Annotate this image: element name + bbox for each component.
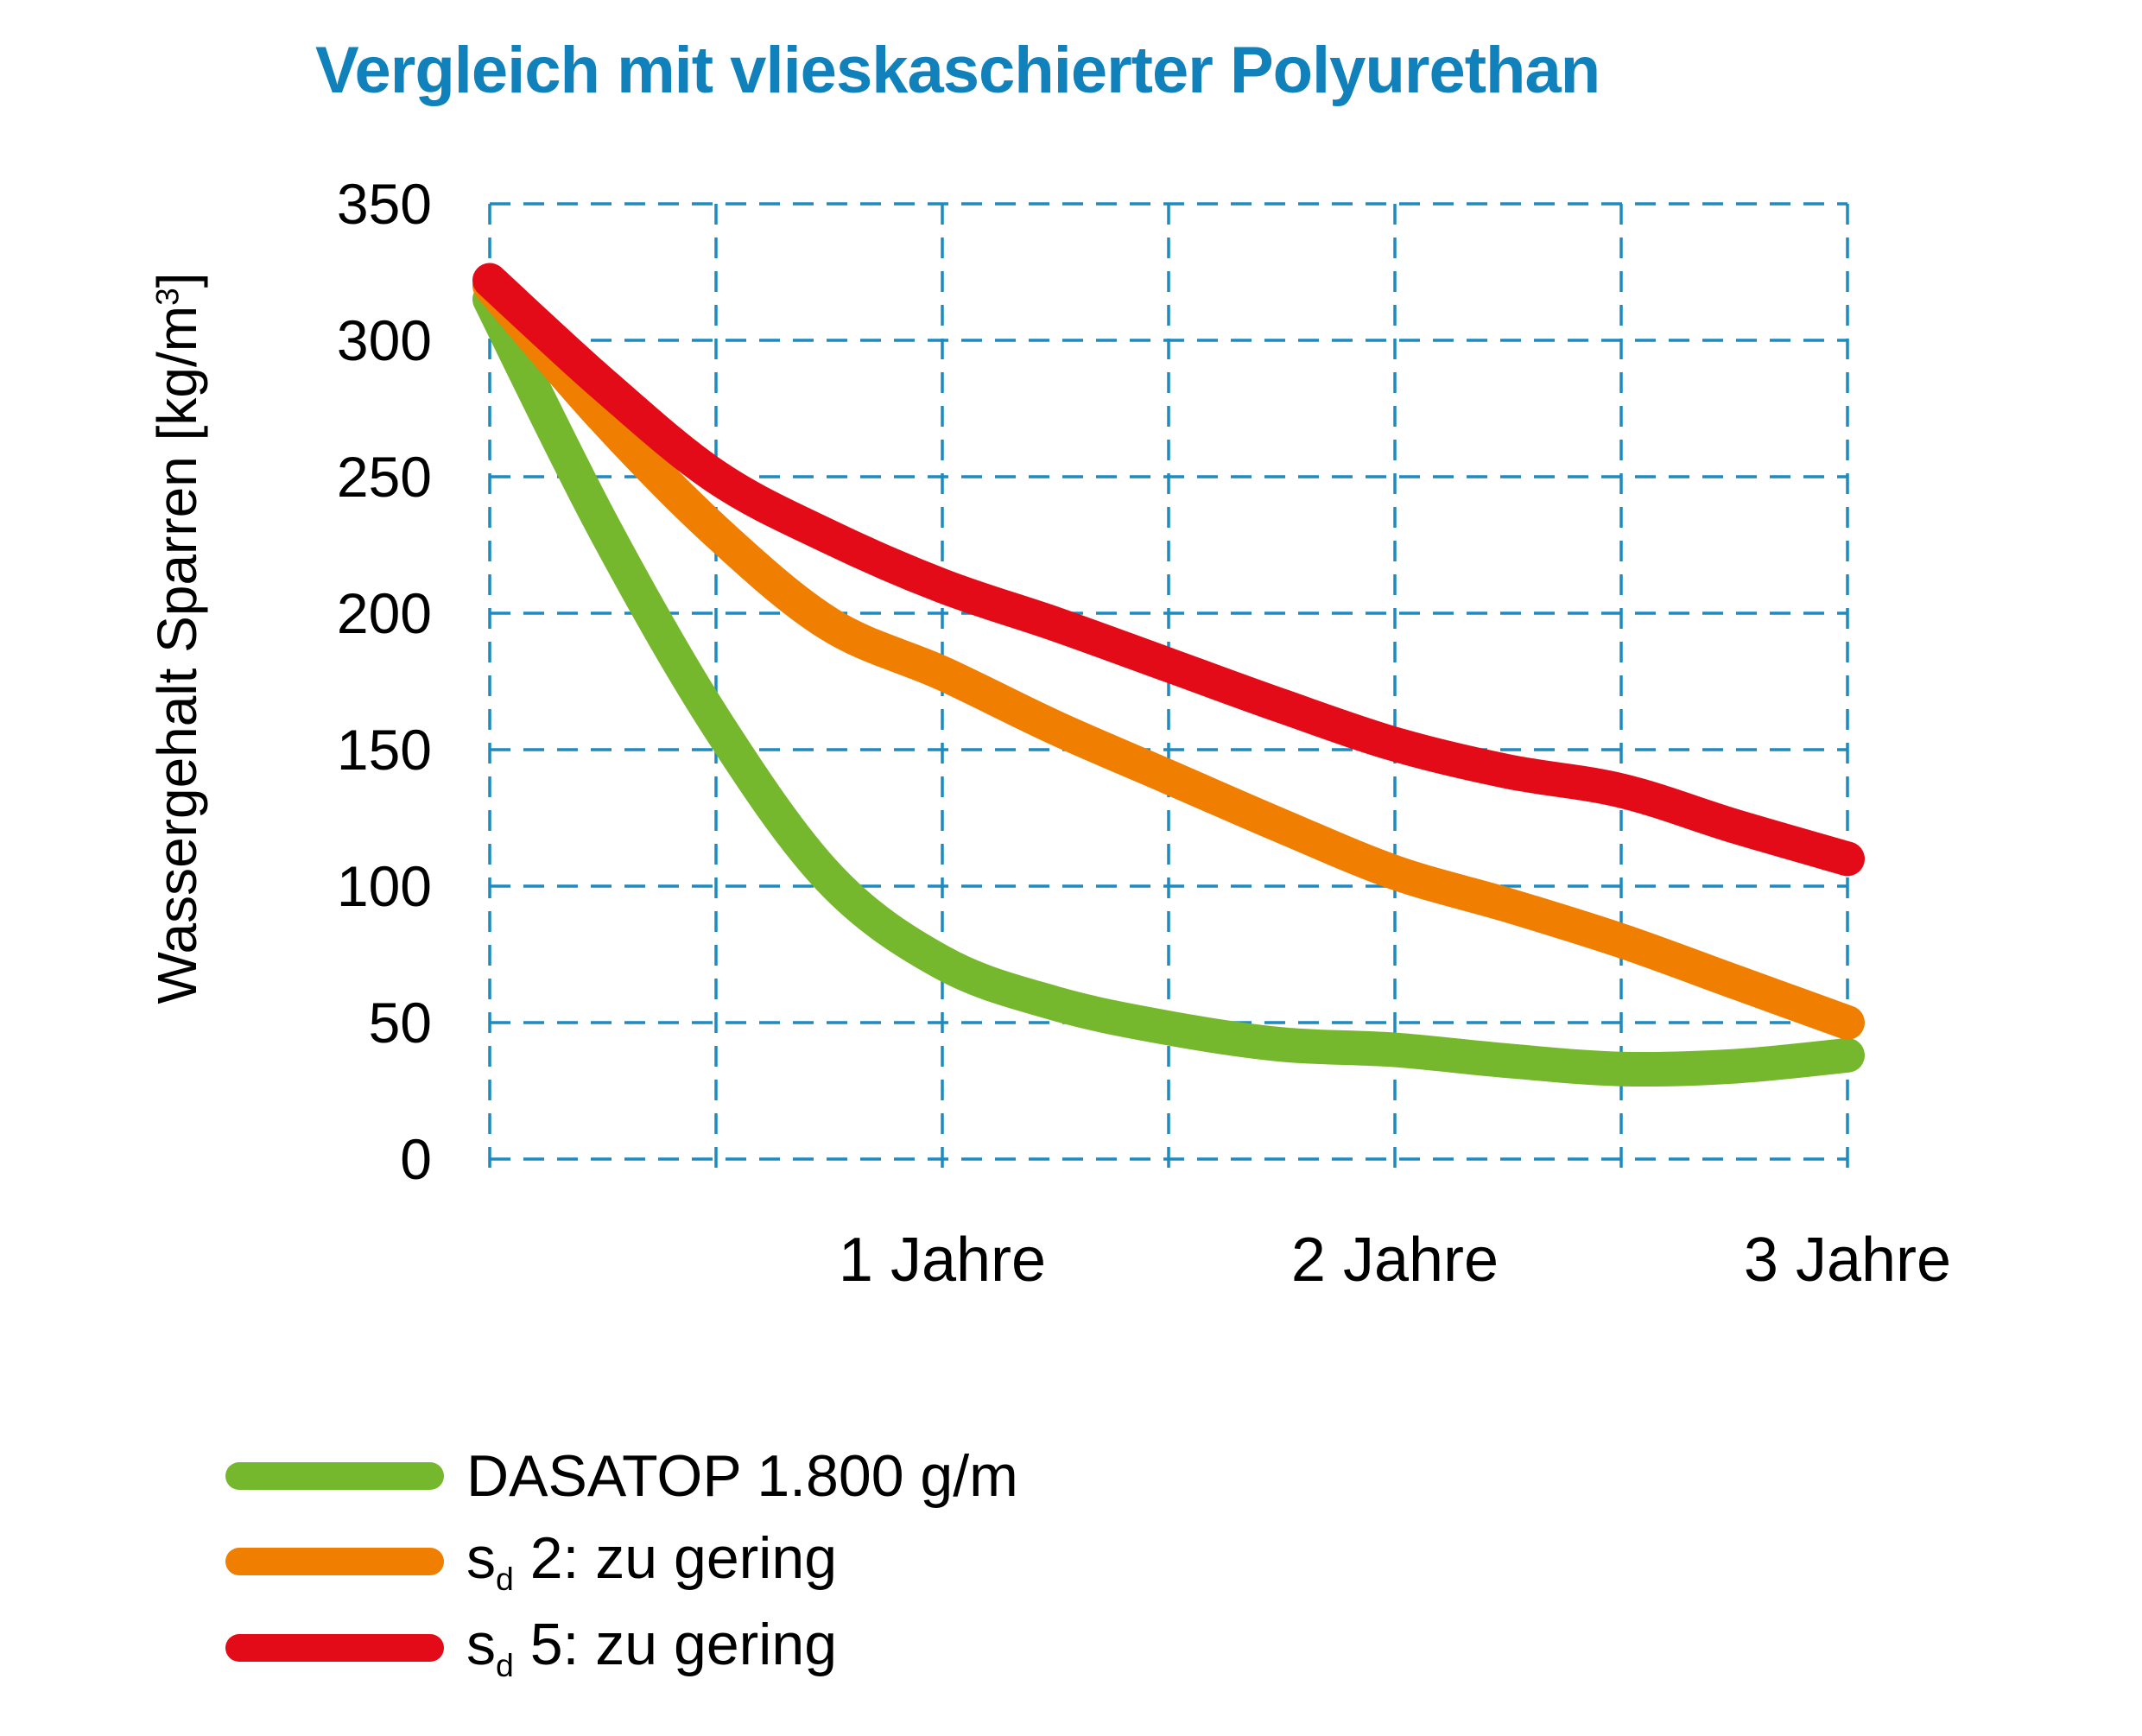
- legend-row-dasatop: [225, 1437, 1018, 1515]
- x-tick-label-3: 3 Jahre: [1743, 1226, 1952, 1295]
- legend-row-sd5: [225, 1609, 837, 1687]
- legend-label-dasatop: [466, 1442, 1018, 1510]
- legend-label-subscript: d: [496, 1561, 514, 1598]
- y-tick-label-100: 100: [336, 854, 432, 918]
- x-tick-label-2: 2 Jahre: [1290, 1226, 1499, 1295]
- legend-swatch-green: [225, 1462, 444, 1490]
- y-tick-label-150: 150: [336, 718, 432, 782]
- legend-label-sd2: [466, 1524, 837, 1598]
- y-tick-label-250: 250: [336, 445, 432, 509]
- legend-label-text: 5: zu gering: [513, 1612, 838, 1678]
- y-tick-label-200: 200: [336, 581, 432, 645]
- chart-title: Vergleich mit vlieskaschierter Polyurethan: [315, 34, 1600, 107]
- legend-label-text: s: [466, 1525, 496, 1592]
- y-tick-label-350: 350: [336, 172, 432, 236]
- y-tick-label-0: 0: [400, 1127, 432, 1191]
- legend-label-text: DASATOP 1.800 g/m: [466, 1443, 1018, 1509]
- y-tick-label-50: 50: [368, 991, 432, 1055]
- legend-label-text: 2: zu gering: [513, 1525, 838, 1592]
- y-axis-title: [145, 245, 209, 1031]
- y-axis-title-text: Wassergehalt Sparren [kg/m: [146, 305, 208, 1004]
- y-axis-title-superscript: 3: [149, 288, 186, 306]
- legend-label-text: s: [466, 1612, 496, 1678]
- legend-row-sd2: [225, 1523, 837, 1600]
- legend-label-subscript: d: [496, 1647, 514, 1684]
- y-tick-label-300: 300: [336, 308, 432, 372]
- legend-label-sd5: [466, 1611, 837, 1684]
- y-axis-title-bracket: ]: [146, 272, 208, 288]
- legend-swatch-orange: [225, 1548, 444, 1575]
- legend-swatch-red: [225, 1634, 444, 1662]
- x-tick-label-1: 1 Jahre: [838, 1226, 1047, 1295]
